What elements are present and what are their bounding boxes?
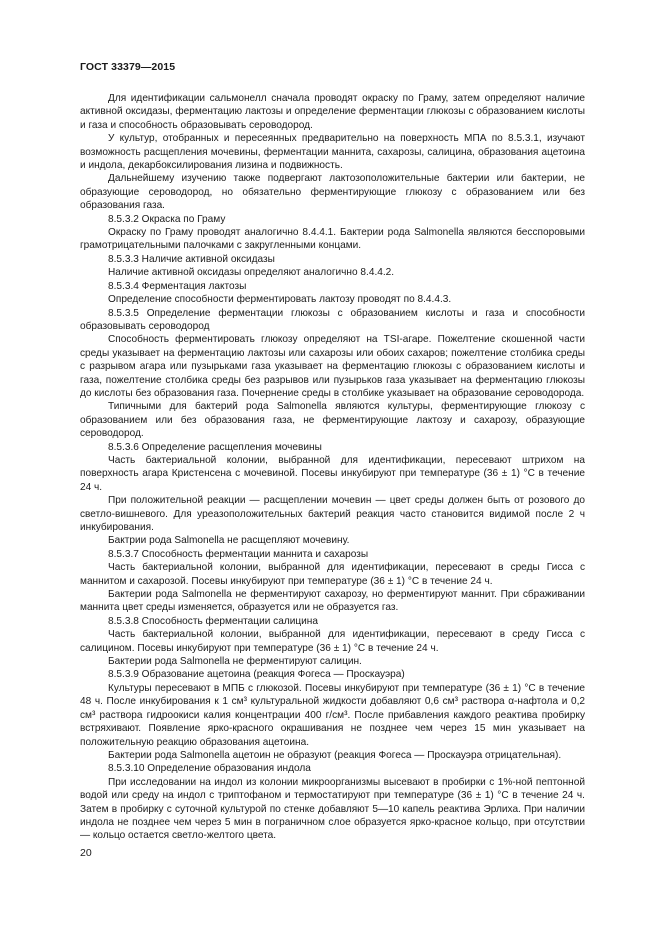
section-heading: 8.5.3.5 Определение ферментации глюкозы с образованием кислоты и газа и способности образовывать сероводород (80, 307, 585, 332)
paragraph: Способность ферментировать глюкозу определяют на TSI-агаре. Пожелтение скошенной части среды указывает на ферментацию лактозы или сахарозы или обоих сахаров; пожелтение столбика среды с разрывом агара или пузырьками газа указывает на ферментацию глюкозы с образованием кислоты и газа, пожелтение столбика среды без разрывов или пузырьков газа указывает на ферментацию глюкозы до кислоты без образования газа. Почернение среды в столбике указывает на образование сероводорода. (80, 334, 585, 399)
paragraph: Бактерии рода Salmonella не ферментируют сахарозу, но ферментируют маннит. При сбраживании маннита цвет среды изменяется, образуется или не образуется газ. (80, 589, 585, 614)
section-heading: 8.5.3.7 Способность ферментации маннита и сахарозы (108, 548, 369, 560)
paragraph: При положительной реакции — расщеплении мочевин — цвет среды должен быть от розового до светло-вишневого. Для уреазоположительных бактерий реакция часто становится видимой после 2 ч инкубирования. (80, 495, 585, 533)
paragraph: Бактерии рода Salmonella ацетоин не образуют (реакция Фогеса — Проскауэра отрицательная). (108, 749, 562, 761)
paragraph: Часть бактериальной колонии, выбранной для идентификации, пересевают в среду Гисса с салицином. Посевы инкубируют при температуре (36 ± 1) °С в течение 24 ч. (80, 629, 585, 654)
paragraph: Дальнейшему изучению также подвергают лактозоположительные бактерии или бактерии, не образующие сероводород, но обязательно ферментирующие глюкозу с образованием или без образования газа. (80, 173, 585, 212)
paragraph: Часть бактериальной колонии, выбранной для идентификации, пересевают штрихом на поверхность агара Кристенсена с мочевиной. Посевы инкубируют при температуре (36 ± 1) °С в течение 24 ч. (80, 454, 585, 493)
paragraph: У культур, отобранных и пересеянных предварительно на поверхность МПА по 8.5.3.1, изучают возможность расщепления мочевины, ферментации маннита, сахарозы, салицина, образования ацетоина и индола, декарбоксилирования лизина и подвижность. (80, 133, 585, 172)
section-heading: 8.5.3.6 Определение расщепления мочевины (108, 441, 322, 453)
paragraph: Определение способности ферментировать лактозу проводят по 8.4.4.3. (108, 294, 452, 306)
paragraph: Для идентификации сальмонелл сначала проводят окраску по Граму, затем определяют наличие активной оксидазы, ферментацию лактозы и определение ферментации глюкозы с образованием кислоты и газа и способность образовывать сероводород. (80, 93, 585, 131)
paragraph: Окраску по Граму проводят аналогично 8.4.4.1. Бактерии рода Salmonella являются бесспоровыми грамотрицательными палочками с закругленными концами. (80, 227, 585, 252)
paragraph: При исследовании на индол из колонии микроорганизмы высевают в пробирки с 1%-ной пептонной водой или среду на индол с триптофаном и термостатируют при температуре (36 ± 1) °С в течение 24 ч. Затем в пробирку с суточной культурой по стенке добавляют 5—10 капель реактива Эрлиха. При наличии индола не позднее чем через 5 мин в пограничном слое образуется ярко-красное кольцо, при отсутствии — кольцо остается светло-желтого цвета. (80, 776, 585, 842)
page-number: 20 (80, 847, 92, 859)
section-heading: 8.5.3.2 Окраска по Граму (108, 213, 226, 225)
paragraph: Бактрии рода Salmonella не расщепляют мочевину. (108, 535, 350, 547)
section-heading: 8.5.3.8 Способность ферментации салицина (108, 615, 318, 627)
section-heading: 8.5.3.10 Определение образования индола (108, 763, 311, 775)
paragraph: Часть бактериальной колонии, выбранной для идентификации, пересевают в среды Гисса с маннитом и сахарозой. Посевы инкубируют при температуре (36 ± 1) °С в течение 24 ч. (80, 562, 585, 587)
paragraph: Наличие активной оксидазы определяют аналогично 8.4.4.2. (108, 267, 395, 279)
document-header: ГОСТ 33379—2015 (80, 61, 176, 73)
paragraph: Бактерии рода Salmonella не ферментируют салицин. (108, 656, 362, 668)
section-heading: 8.5.3.9 Образование ацетоина (реакция Фогеса — Проскауэра) (108, 669, 405, 681)
section-heading: 8.5.3.4 Ферментация лактозы (108, 280, 247, 292)
paragraph: Культуры пересевают в МПБ с глюкозой. Посевы инкубируют при температуре (36 ± 1) °С в течение 48 ч. После инкубирования к 1 см³ культуральной жидкости добавляют 0,6 см³ раствора α-нафтола и 0,2 см³ раствора гидроокиси калия концентрации 400 г/см³. После прибавления каждого реактива пробирку встряхивают. Появление ярко-красного окрашивания не позднее чем через 15 мин указывает на положительную реакцию образования ацетоина. (80, 682, 585, 748)
paragraph: Типичными для бактерий рода Salmonella являются культуры, ферментирующие глюкозу с образованием или без образования газа, не ферментирующие лактозу и сахарозу, образующие сероводород. (80, 401, 585, 440)
document-body (80, 92, 585, 843)
section-heading: 8.5.3.3 Наличие активной оксидазы (108, 253, 275, 265)
